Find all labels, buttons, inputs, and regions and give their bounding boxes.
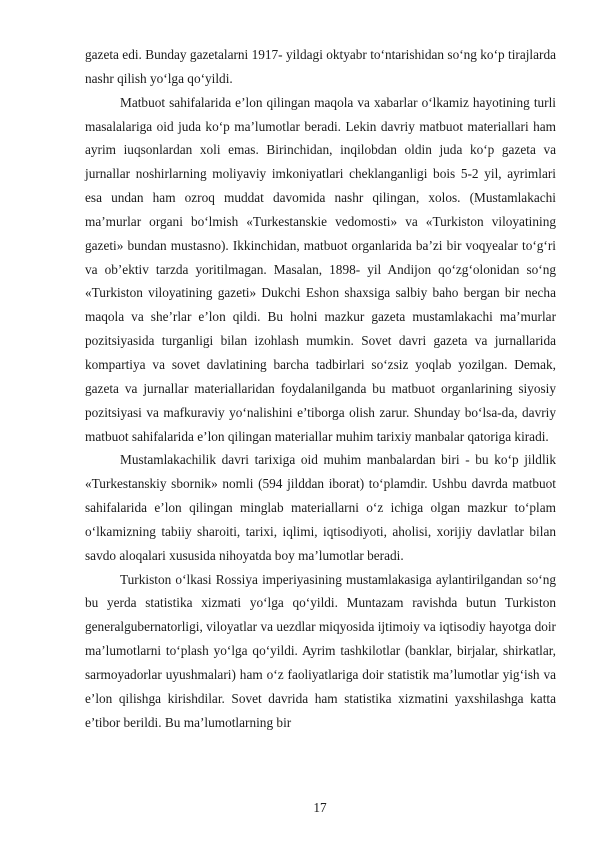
paragraph-press-materials: Matbuot sahifalarida e’lon qilingan maqola va xabarlar o‘lkamiz hayotining turli masalalariga oid juda ko‘p ma’lumotlar beradi. Lekin davriy matbuot materiallari ham ayrim iuqsonlardan xoli emas. Birinchidan, inqilobdan oldin juda ko‘p gazeta va jurnallar noshirlarning moliyaviy imkoniyatlari cheklanganligi bois 5-2 yil, ayrimlari esa undan ham ozroq muddat davomida nashr qilingan, xolos. (Mustamlakachi ma’murlar organi bo‘lmish «Turkestanskie vedomosti» va «Turkiston viloyatining gazeti» bundan mustasno). Ikkinchidan, matbuot organlarida ba’zi bir voqyealar to‘g‘ri va ob’ektiv tarzda yoritilmagan. Masalan, 1898- yil Andijon qo‘zg‘olonidan so‘ng «Turkiston viloyatining gazeti» Dukchi Eshon shaxsiga salbiy baho bergan bir necha maqola va she’rlar e’lon qildi. Bu holni mazkur gazeta mustamlakachi ma’murlar pozitsiyasida turganligi bilan izohlash mumkin. Sovet davri gazeta va jurnallarida kompartiya va sovet davlatining barcha tadbirlari so‘zsiz yoqlab yozilgan. Demak, gazeta va jurnallar materiallaridan foydalanilganda bu matbuot organlarining siyosiy pozitsiyasi va mafkuraviy yo‘nalishini e’tiborga olish zarur. Shunday bo‘lsa-da, davriy matbuot sahifalarida e’lon qilingan materiallar muhim tarixiy manbalar qatoriga kiradi.: [85, 94, 556, 444]
paragraph-turkestan-collection: Mustamlakachilik davri tarixiga oid muhim manbalardan biri - bu ko‘p jildlik «Turkestanskiy sbornik» nomli (594 jilddan iborat) to‘plamdir. Ushbu davrda matbuot sahifalarida e’lon qilingan minglab materiallarni o‘z ichiga olgan mazkur to‘plam o‘lkamizning tabiiy sharoiti, tarixi, iqlimi, iqtisodiyoti, aholisi, xorijiy davlatlar bilan savdo aloqalari xususida nihoyatda boy ma’lumotlar beradi.: [85, 452, 556, 563]
page-number: 17: [313, 800, 327, 815]
paragraph-continuation: gazeta edi. Bunday gazetalarni 1917- yildagi oktyabr to‘ntarishidan so‘ng ko‘p tirajlarda nashr qilish yo‘lga qo‘yildi.: [85, 47, 556, 86]
document-body: [85, 43, 556, 734]
paragraph-statistics-service: Turkiston o‘lkasi Rossiya imperiyasining mustamlakasiga aylantirilgandan so‘ng bu yerda statistika xizmati yo‘lga qo‘yildi. Muntazam ravishda butun Turkiston generalgubernatorligi, viloyatlar va uezdlar miqyosida ijtimoiy va iqtisodiy hayotga doir ma’lumotlarni to‘plash yo‘lga qo‘yildi. Ayrim tashkilotlar (banklar, birjalar, shirkatlar, sarmoyadorlar uyushmalari) ham o‘z faoliyatlariga doir statistik ma’lumotlar yig‘ish va e’lon qilishga kirishdilar. Sovet davrida ham statistika xizmatini yaxshilashga katta e’tibor berildi. Bu ma’lumotlarning bir: [85, 571, 556, 730]
